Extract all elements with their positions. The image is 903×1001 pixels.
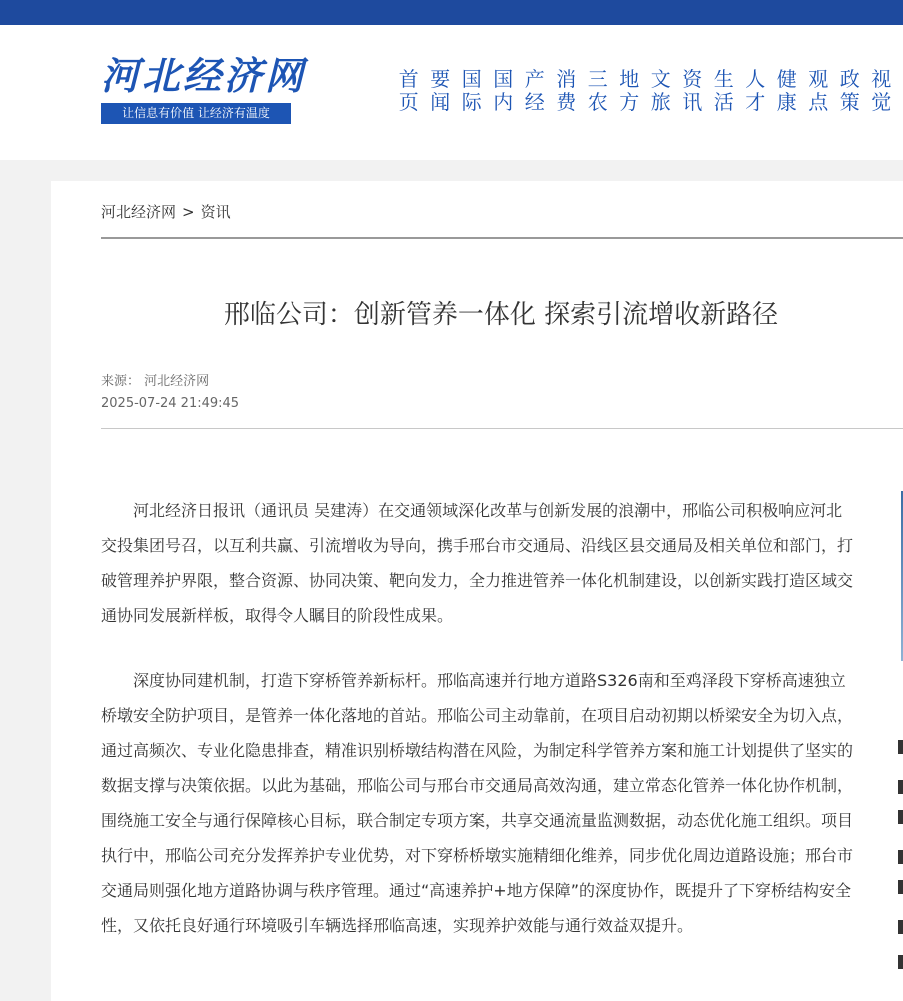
nav-item-international[interactable]: 国际: [461, 67, 482, 114]
nav-item-domestic[interactable]: 国内: [493, 67, 514, 114]
breadcrumb-current-link[interactable]: 资讯: [200, 203, 231, 221]
article-datetime: 2025-07-24 21:49:45: [101, 396, 240, 411]
breadcrumb-home-link[interactable]: 河北经济网: [101, 203, 177, 221]
logo-title: 河北经济网: [101, 53, 307, 98]
article-source: 来源： 河北经济网: [101, 374, 210, 389]
nav-item-local[interactable]: 地方: [619, 67, 640, 114]
nav-item-news[interactable]: 资讯: [682, 67, 703, 114]
nav-item-talent[interactable]: 人才: [745, 67, 766, 114]
sidebar-text-edge: [898, 740, 903, 980]
breadcrumb: [101, 201, 231, 223]
nav-item-consumption[interactable]: 消费: [556, 67, 577, 114]
nav-item-visual[interactable]: 视觉: [871, 67, 892, 114]
logo-slogan: 让信息有价值 让经济有温度: [101, 103, 291, 124]
top-bar: [0, 0, 903, 25]
nav-item-culture-tourism[interactable]: 文旅: [650, 67, 671, 114]
nav-item-industry[interactable]: 产经: [524, 67, 545, 114]
article-card: [51, 181, 903, 1001]
nav-item-home[interactable]: 首页: [398, 67, 419, 114]
nav-item-opinion[interactable]: 观点: [808, 67, 829, 114]
nav-item-headlines[interactable]: 要闻: [430, 67, 451, 114]
article-meta: [101, 371, 239, 415]
nav-item-health[interactable]: 健康: [776, 67, 797, 114]
meta-divider: [101, 428, 903, 429]
main-nav: [398, 68, 892, 116]
nav-item-policy[interactable]: 政策: [839, 67, 860, 114]
article-body: [101, 493, 853, 973]
article-title: 邢临公司：创新管养一体化 探索引流增收新路径: [223, 300, 779, 330]
breadcrumb-divider: [101, 237, 903, 239]
article-paragraph: 河北经济日报讯（通讯员 吴建涛）在交通领域深化改革与创新发展的浪潮中，邢临公司积极响应河北交投集团号召，以互利共赢、引流增收为导向，携手邢台市交通局、沿线区县交通局及相关单位和部门，打破管理养护界限，整合资源、协同决策、靶向发力，全力推进管养一体化机制建设，以创新实践打造区域交通协同发展新样板，取得令人瞩目的阶段性成果。: [101, 501, 854, 625]
nav-item-agriculture[interactable]: 三农: [587, 67, 608, 114]
breadcrumb-separator: >: [182, 203, 195, 221]
site-logo[interactable]: [101, 53, 307, 125]
nav-item-life[interactable]: 生活: [713, 67, 734, 114]
article-paragraph: 深度协同建机制，打造下穿桥管养新标杆。邢临高速并行地方道路S326南和至鸡泽段下穿桥高速独立桥墩安全防护项目，是管养一体化落地的首站。邢临公司主动靠前，在项目启动初期以桥梁安全为切入点，通过高频次、专业化隐患排查，精准识别桥墩结构潜在风险，为制定科学管养方案和施工计划提供了坚实的数据支撑与决策依据。以此为基础，邢临公司与邢台市交通局高效沟通，建立常态化管养一体化协作机制，围绕施工安全与通行保障核心目标，联合制定专项方案，共享交通流量监测数据，动态优化施工组织。项目执行中，邢临公司充分发挥养护专业优势，对下穿桥桥墩实施精细化维养，同步优化周边道路设施；邢台市交通局则强化地方道路协调与秩序管理。通过“高速养护+地方保障”的深度协作，既提升了下穿桥结构安全性，又依托良好通行环境吸引车辆选择邢临高速，实现养护效能与通行效益双提升。: [101, 671, 854, 935]
